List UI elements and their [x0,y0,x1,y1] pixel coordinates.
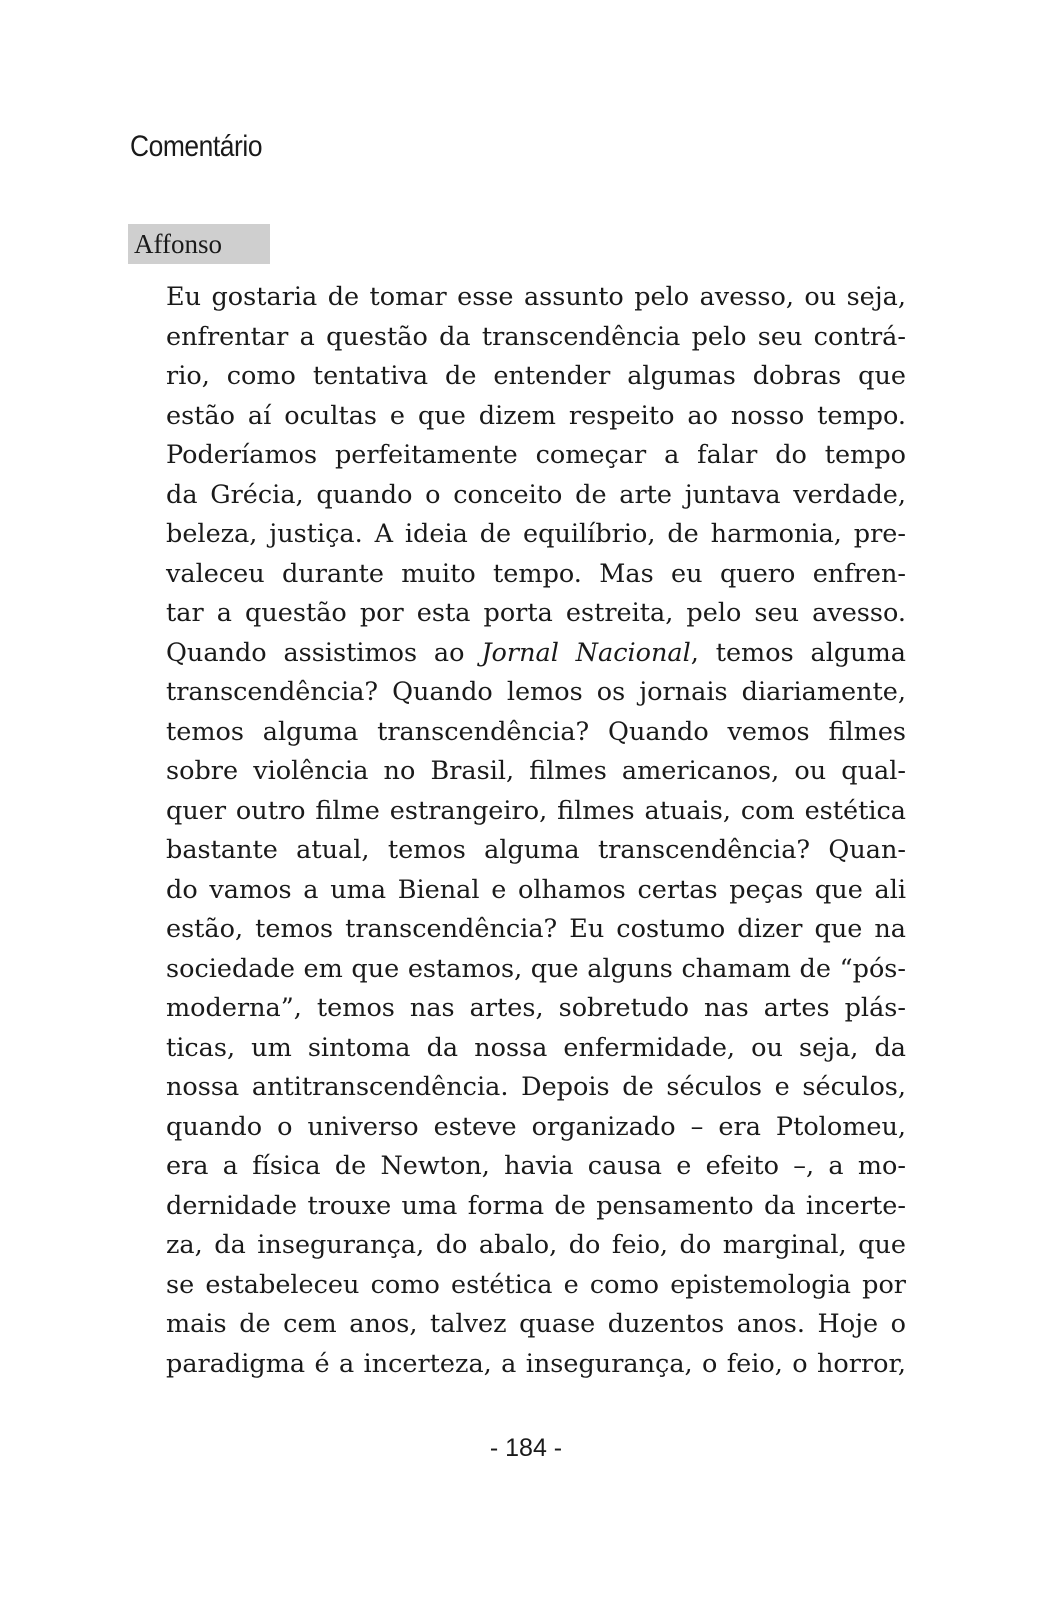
text-line: sobre violência no Brasil, filmes americanos, ou qual- [166,756,906,786]
text-segment: Quando assistimos ao [166,637,482,668]
text-line: quando o universo esteve organizado – era Ptolomeu, [166,1111,906,1142]
section-heading: Comentário [130,130,263,163]
text-line: enfrentar a questão da transcendência pelo seu contrá- [166,321,906,352]
text-line: rio, como tentativa de entender algumas dobras que [166,361,906,391]
text-line: estão aí ocultas e que dizem respeito ao nosso tempo. [166,400,906,431]
italic-title: Jornal Nacional [481,637,691,668]
text-line: beleza, justiça. A ideia de equilíbrio, de harmonia, pre- [166,519,906,549]
text-line: mais de cem anos, talvez quase duzentos anos. Hoje o [166,1309,906,1339]
text-line: estão, temos transcendência? Eu costumo dizer que na [166,914,906,944]
text-line: se estabeleceu como estética e como epistemologia por [166,1269,906,1300]
text-line: do vamos a uma Bienal e olhamos certas peças que ali [166,874,906,905]
text-line: za, da insegurança, do abalo, do feio, do marginal, que [166,1230,906,1260]
text-line: nossa antitranscendência. Depois de séculos e séculos, [166,1072,906,1102]
comment-body [166,278,906,1384]
speaker-label: Affonso [128,224,270,264]
text-line: temos alguma transcendência? Quando vemos filmes [166,716,906,747]
text-line: era a física de Newton, havia causa e efeito –, a mo- [166,1151,906,1181]
text-line: transcendência? Quando lemos os jornais diariamente, [166,677,906,707]
text-line: bastante atual, temos alguma transcendência? Quan- [166,835,906,865]
text-line: Eu gostaria de tomar esse assunto pelo avesso, ou seja, [166,282,906,312]
text-line: tar a questão por esta porta estreita, pelo seu avesso. [166,598,906,628]
text-line: moderna”, temos nas artes, sobretudo nas artes plás- [166,993,906,1023]
text-line: valeceu durante muito tempo. Mas eu quero enfren- [166,558,906,589]
text-line: quer outro filme estrangeiro, filmes atuais, com estética [166,795,906,826]
text-segment: , temos alguma [690,637,906,668]
text-line: paradigma é a incerteza, a insegurança, o feio, o horror, [166,1348,906,1379]
text-line [166,634,906,674]
text-line: Poderíamos perfeitamente começar a falar do tempo [166,440,906,470]
text-line: dernidade trouxe uma forma de pensamento da incerte- [166,1190,906,1221]
page-number: - 184 - [489,1434,563,1462]
text-line: da Grécia, quando o conceito de arte juntava verdade, [166,479,906,510]
text-line: ticas, um sintoma da nossa enfermidade, ou seja, da [166,1032,906,1063]
text-line: sociedade em que estamos, que alguns chamam de “pós- [166,953,906,984]
